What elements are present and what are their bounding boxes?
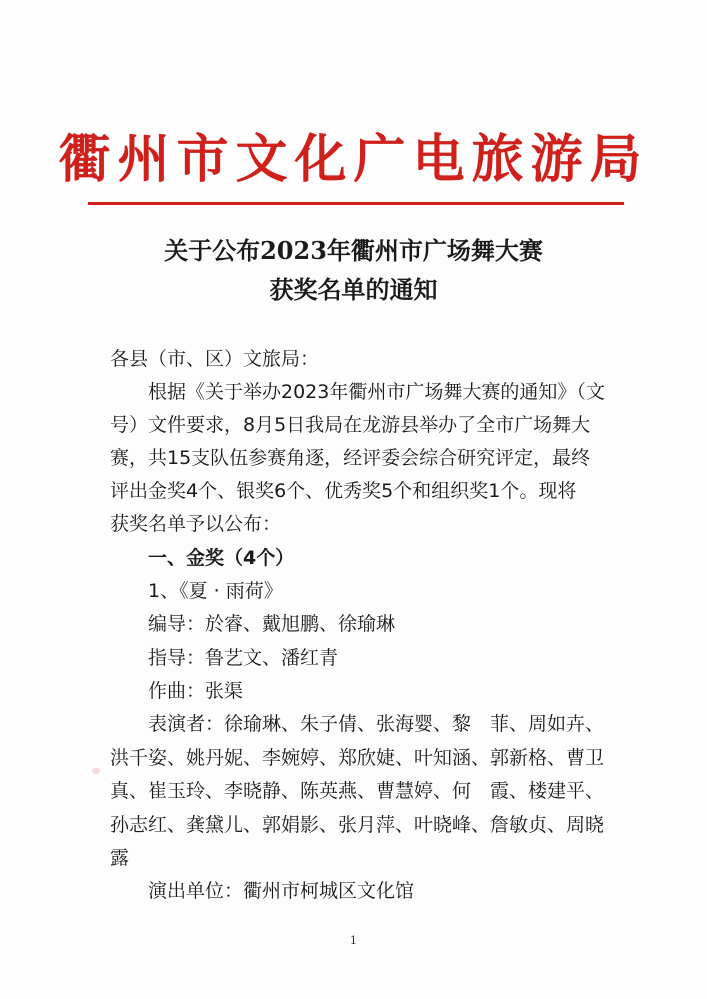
- paragraph-line: 评出金奖4个、银奖6个、优秀奖5个和组织奖1个。现将: [110, 480, 577, 502]
- salutation: 各县（市、区）文旅局：: [110, 348, 320, 370]
- entry-title: 1、《夏 · 雨荷》: [148, 580, 283, 602]
- paragraph-line: 根据《关于举办2023年衢州市广场舞大赛的通知》（文: [148, 381, 605, 403]
- performers-line: 真、崔玉玲、李晓静、陈英燕、曹慧婷、何 霞、楼建平、: [110, 780, 605, 802]
- page-number: 1: [350, 934, 357, 947]
- document-title-line-1: 关于公布2023年衢州市广场舞大赛: [164, 236, 543, 265]
- entry-performing-unit: 演出单位：衢州市柯城区文化馆: [148, 880, 415, 902]
- performers-line: 孙志红、龚黛儿、郭娟影、张月萍、叶晓峰、詹敏贞、周晓: [110, 814, 605, 836]
- performers-line: 表演者：徐瑜琳、朱子倩、张海婴、黎 菲、周如卉、: [148, 713, 605, 735]
- masthead-red-rule: [88, 202, 624, 205]
- section-heading-gold: 一、金奖（4个）: [148, 547, 295, 569]
- paragraph-line: 号）文件要求，8月5日我局在龙游县举办了全市广场舞大: [110, 414, 591, 436]
- document-title-line-2: 获奖名单的通知: [269, 275, 438, 304]
- entry-choreographers: 编导：於睿、戴旭鹏、徐瑜琳: [148, 613, 396, 635]
- entry-directors: 指导：鲁艺文、潘红青: [148, 647, 339, 669]
- paragraph-line: 赛，共15支队伍参赛角逐，经评委会综合研究评定，最终: [110, 447, 591, 469]
- paragraph-line: 获奖名单予以公布：: [110, 513, 282, 535]
- entry-composer: 作曲：张渠: [148, 680, 244, 702]
- performers-line: 洪千姿、姚丹妮、李婉婷、郑欣婕、叶知涵、郭新格、曹卫: [110, 747, 605, 769]
- scan-artifact: [92, 768, 100, 774]
- performers-line: 露: [110, 847, 130, 869]
- masthead-org-name: 衢州市文化广电旅游局: [58, 129, 649, 190]
